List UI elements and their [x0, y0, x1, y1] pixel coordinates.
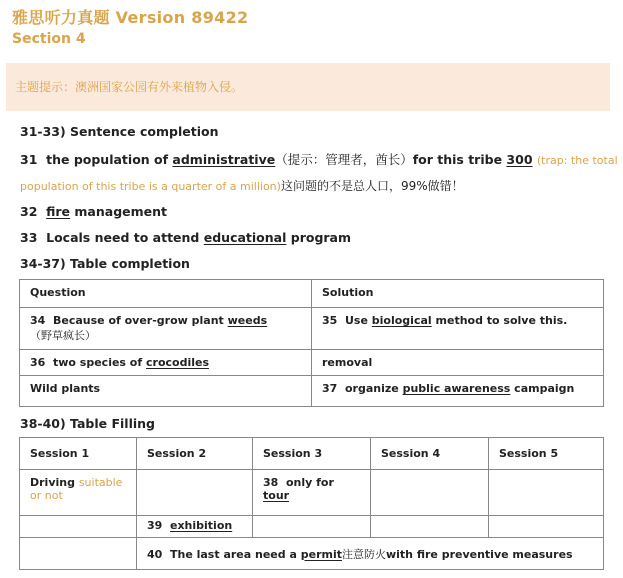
q32-text: management	[74, 204, 168, 219]
q35-answer: biological	[371, 314, 432, 327]
header-session-4: Session 4	[371, 438, 489, 470]
header-question: Question	[20, 280, 312, 308]
q36-number: 36	[30, 356, 46, 369]
q39-answer: exhibition	[169, 519, 233, 532]
cell-q35	[312, 308, 604, 350]
cell-empty	[371, 470, 489, 516]
q31-trap-note: (trap: the total	[536, 154, 618, 167]
q32-answer: fire	[46, 204, 71, 219]
q37-number: 37	[322, 382, 338, 395]
cell-empty	[489, 516, 604, 538]
header-session-2: Session 2	[137, 438, 253, 470]
cell-q36	[20, 350, 312, 376]
question-33	[20, 230, 351, 245]
q40-cn-note: 注意防火	[341, 547, 386, 561]
cell-q34	[20, 308, 312, 350]
cell-q38	[253, 470, 371, 516]
table-row	[20, 470, 604, 516]
q33-text: Locals need to attend	[46, 230, 200, 245]
q31-text: the population of	[46, 152, 169, 167]
q36-answer: crocodiles	[146, 356, 210, 369]
q35-number: 35	[322, 314, 338, 327]
q31-trap-continued	[20, 177, 464, 194]
q34-number: 34	[30, 314, 46, 327]
q37-answer: public awareness	[402, 382, 511, 395]
q31-trap-note-2: population of this tribe is a quarter of a million)	[20, 180, 281, 193]
cell-empty	[20, 516, 137, 538]
cell-q40	[137, 538, 604, 570]
q33-number: 33	[20, 230, 38, 245]
q33-text-2: program	[290, 230, 352, 245]
header-session-3: Session 3	[253, 438, 371, 470]
q35-text-2: method to solve this.	[435, 314, 568, 327]
q38-number: 38	[263, 476, 279, 489]
header-session-5: Session 5	[489, 438, 604, 470]
cell-removal: removal	[312, 350, 604, 376]
q31-number: 31	[20, 152, 38, 167]
heading-34-37: 34-37) Table completion	[20, 256, 190, 271]
q35-text: Use	[344, 314, 368, 327]
q31-cn-note: （提示：管理者，酋长）	[275, 152, 413, 167]
topic-tip-text: 主题提示：澳洲国家公园有外来植物入侵。	[15, 80, 244, 94]
q31-answer-2: 300	[506, 152, 533, 167]
table-filling-38-40	[19, 437, 604, 570]
cell-wild-plants: Wild plants	[20, 376, 312, 407]
q40-text-2: with fire preventive measures	[385, 547, 573, 561]
question-31	[20, 150, 618, 168]
q31-answer: administrative	[172, 152, 276, 167]
cell-empty	[371, 516, 489, 538]
heading-38-40: 38-40) Table Filling	[20, 416, 155, 431]
table-row	[20, 308, 604, 350]
header-solution: Solution	[312, 280, 604, 308]
table-row	[20, 350, 604, 376]
q33-answer: educational	[203, 230, 287, 245]
q36-text: two species of	[52, 356, 143, 369]
q31-mid-text: for this tribe	[412, 152, 503, 167]
q38-text: only for	[285, 476, 334, 489]
q38-answer: tour	[263, 489, 290, 502]
q40-answer: permit	[300, 547, 342, 561]
driving-note: suitable or not	[30, 476, 123, 502]
topic-tip-banner	[6, 63, 610, 111]
table-row	[20, 516, 604, 538]
heading-31-33: 31-33) Sentence completion	[20, 124, 219, 139]
q37-text-2: campaign	[514, 382, 575, 395]
cell-empty	[20, 538, 137, 570]
cell-q37	[312, 376, 604, 407]
table-header-row	[20, 280, 604, 308]
cell-empty	[489, 470, 604, 516]
q34-cn-note: （野草疯长）	[30, 329, 96, 342]
page-title: 雅思听力真题 Version 89422	[12, 8, 249, 27]
header-session-1: Session 1	[20, 438, 137, 470]
section-title: Section 4	[12, 31, 86, 47]
q40-text: The last area need a	[169, 547, 297, 561]
q34-text: Because of over-grow plant	[52, 314, 224, 327]
question-32	[20, 204, 167, 219]
table-completion-34-37	[19, 279, 604, 407]
cell-driving	[20, 470, 137, 516]
q34-answer: weeds	[227, 314, 268, 327]
q31-trap-warning: 这问题的不是总人口，99%做错！	[280, 179, 464, 193]
table-header-row	[20, 438, 604, 470]
driving-label: Driving	[30, 476, 75, 489]
cell-q39	[137, 516, 253, 538]
table-row	[20, 376, 604, 407]
q40-number: 40	[147, 547, 163, 561]
q37-text: organize	[344, 382, 399, 395]
q32-number: 32	[20, 204, 38, 219]
q39-number: 39	[147, 519, 163, 532]
table-row	[20, 538, 604, 570]
cell-empty	[137, 470, 253, 516]
cell-empty	[253, 516, 371, 538]
